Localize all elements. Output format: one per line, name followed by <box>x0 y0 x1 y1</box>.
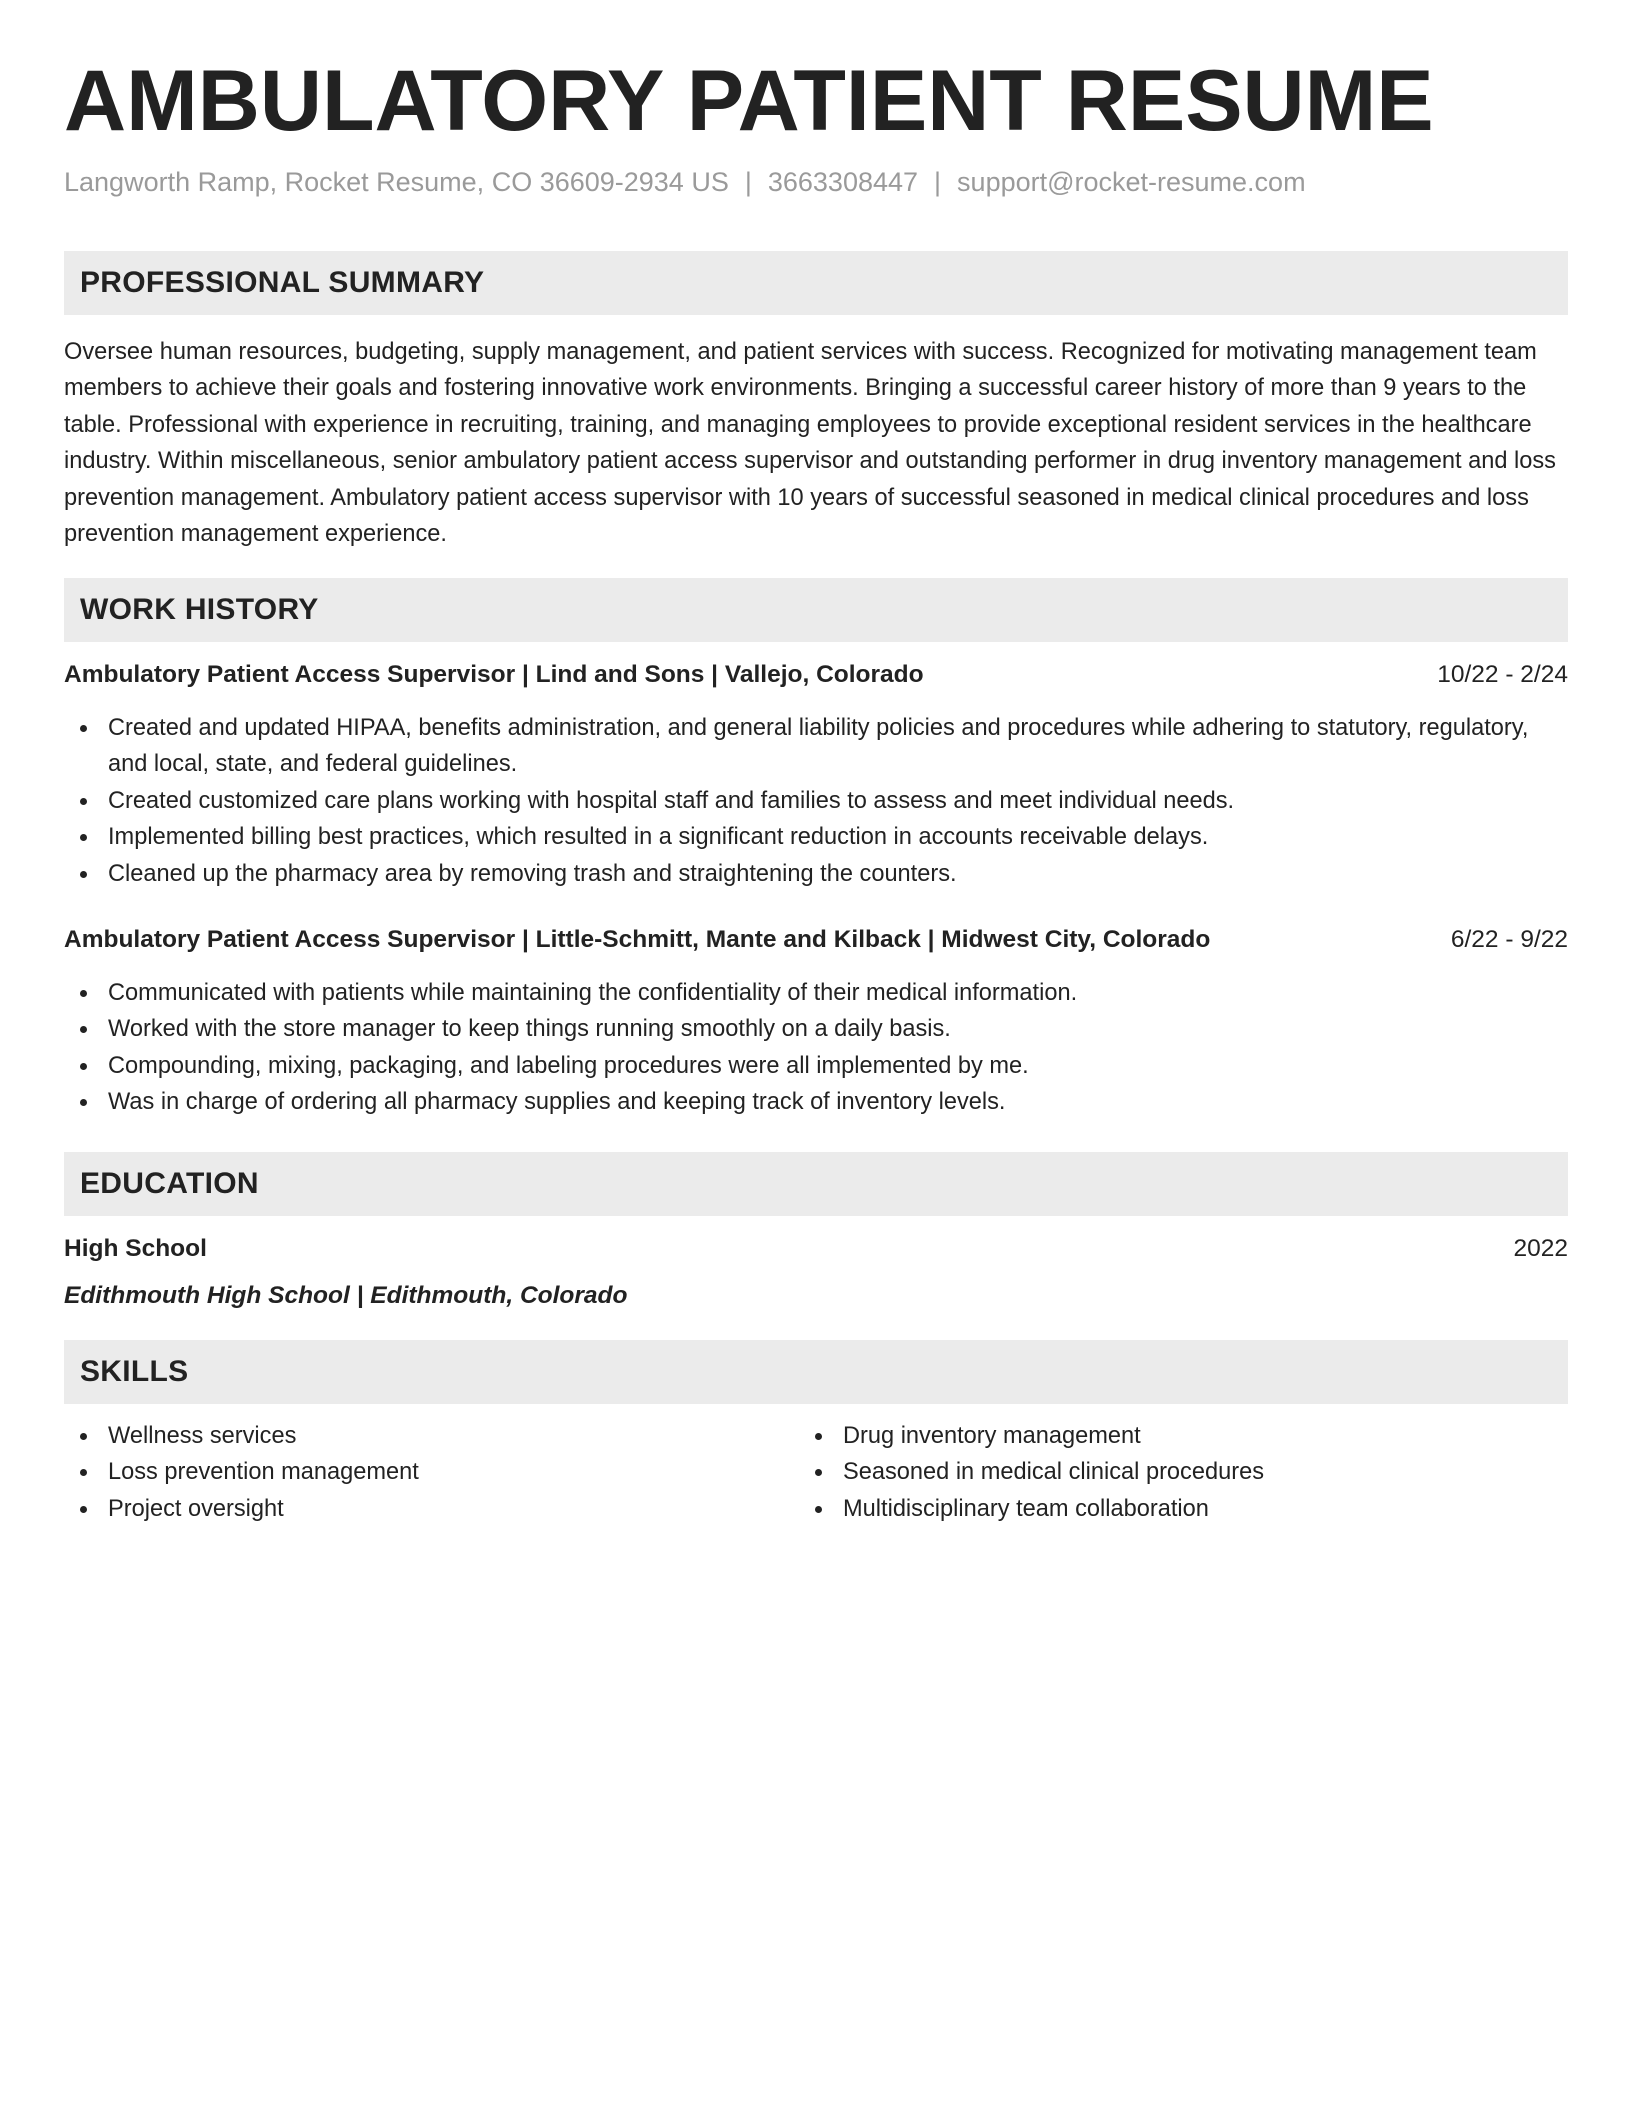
education-header <box>64 1232 1568 1266</box>
section-heading-work-history: WORK HISTORY <box>64 578 1568 642</box>
list-item: Multidisciplinary team collaboration <box>799 1491 1632 1527</box>
contact-separator: | <box>744 167 752 197</box>
list-item: Created and updated HIPAA, benefits administration, and general liability policies and procedures while adhering to statutory, regulatory, and local, state, and federal guidelines. <box>64 710 1568 783</box>
list-item: Was in charge of ordering all pharmacy supplies and keeping track of inventory levels. <box>64 1084 1568 1120</box>
contact-phone: 3663308447 <box>767 167 919 197</box>
section-heading-summary: PROFESSIONAL SUMMARY <box>64 251 1568 315</box>
job-dates: 6/22 - 9/22 <box>1450 926 1568 953</box>
list-item: Cleaned up the pharmacy area by removing trash and straightening the counters. <box>64 856 1568 892</box>
job-dates: 10/22 - 2/24 <box>1437 661 1568 688</box>
list-item: Drug inventory management <box>799 1418 1632 1454</box>
job-title: Ambulatory Patient Access Supervisor | Little-Schmitt, Mante and Kilback | Midwest City, Colorado <box>64 926 1211 953</box>
list-item: Wellness services <box>64 1418 1568 1454</box>
job-title: Ambulatory Patient Access Supervisor | Lind and Sons | Vallejo, Colorado <box>64 661 924 688</box>
list-item: Created customized care plans working with hospital staff and families to assess and meet individual needs. <box>64 783 1568 819</box>
list-item: Implemented billing best practices, which resulted in a significant reduction in accounts receivable delays. <box>64 819 1568 855</box>
job-header <box>64 658 1568 692</box>
job-bullets <box>64 975 1568 1121</box>
list-item: Seasoned in medical clinical procedures <box>799 1454 1632 1490</box>
job-header <box>64 923 1568 957</box>
contact-separator: | <box>934 167 942 197</box>
section-heading-skills: SKILLS <box>64 1340 1568 1404</box>
list-item: Project oversight <box>64 1491 1568 1527</box>
list-item: Worked with the store manager to keep things running smoothly on a daily basis. <box>64 1011 1568 1047</box>
job-bullets <box>64 710 1568 892</box>
education-year: 2022 <box>1513 1235 1568 1262</box>
skills-list-right <box>799 1418 1632 1527</box>
education-school: Edithmouth High School | Edithmouth, Colorado <box>64 1282 628 1309</box>
contact-address: Langworth Ramp, Rocket Resume, CO 36609-2934 US <box>64 167 729 197</box>
section-heading-education: EDUCATION <box>64 1152 1568 1216</box>
list-item: Compounding, mixing, packaging, and labeling procedures were all implemented by me. <box>64 1048 1568 1084</box>
education-degree: High School <box>64 1235 207 1262</box>
contact-email: support@rocket-resume.com <box>957 167 1306 197</box>
contact-line <box>64 166 1306 198</box>
resume-title: AMBULATORY PATIENT RESUME <box>64 53 1434 149</box>
list-item: Communicated with patients while maintaining the confidentiality of their medical information. <box>64 975 1568 1011</box>
summary-text: Oversee human resources, budgeting, supply management, and patient services with success. Recognized for motivating management team members to achieve their goals and fostering innovative work environments. Bringing a successful career history of more than 9 years to the table. Professional with experience in recruiting, training, and managing employees to provide exceptional resident services in the healthcare industry. Within miscellaneous, senior ambulatory patient access supervisor and outstanding performer in drug inventory management and loss prevention management. Ambulatory patient access supervisor with 10 years of successful seasoned in medical clinical procedures and loss prevention management experience. <box>64 339 1556 548</box>
list-item: Loss prevention management <box>64 1454 1568 1490</box>
